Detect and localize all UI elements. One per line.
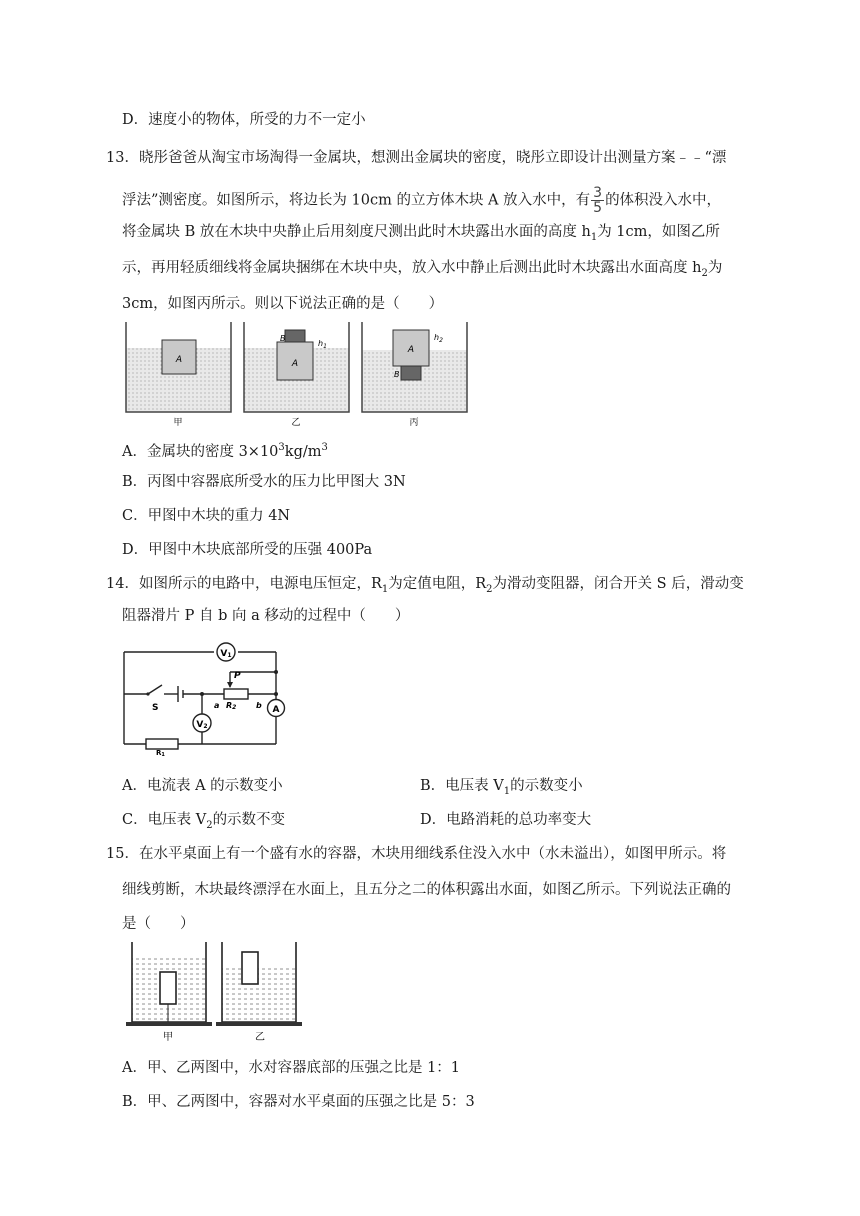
q14-option-b: B．电压表 $V_1$的示数变小 <box>420 778 583 797</box>
q14-option-c: C．电压表 $V_2$的示数不变 <box>122 812 286 831</box>
container-bing <box>362 322 467 428</box>
q13-stem-line5: 3cm，如图丙所示。则以下说法正确的是（ ） <box>122 296 444 312</box>
svg-text:B: B <box>280 334 286 343</box>
svg-text:h2: $h_2$ <box>434 333 443 344</box>
q13-stem-line3: 将金属块 B 放在木块中央静止后用刻度尺测出此时木块露出水面的高度 $h_1$为 1cm，如图乙所 <box>122 224 720 243</box>
svg-text:R1: R1 <box>156 749 165 756</box>
q13-stem-line2: 浮法”测密度。如图所示，将边长为 10cm 的立方体木块 A 放入水中，有 $\frac{3}{5}$ 的体积没入水中， <box>122 185 722 216</box>
ammeter-icon <box>268 700 285 717</box>
svg-text:甲: 甲 <box>173 418 183 428</box>
fraction-three-fifths: $\frac{3}{5}$ <box>593 185 603 216</box>
svg-text:乙: 乙 <box>291 418 301 428</box>
svg-text:a: a <box>214 701 220 710</box>
svg-text:B: B <box>394 370 400 379</box>
q14-circuit-diagram <box>118 638 296 756</box>
container-jia <box>126 322 231 428</box>
q14-option-a: A．电流表 A 的示数变小 <box>122 778 283 794</box>
svg-text:A: A <box>407 345 415 355</box>
q14-stem-line2: 阻器滑片 P 自 b 向 a 移动的过程中（ ） <box>122 608 410 624</box>
voltmeter-v1-icon <box>217 643 235 661</box>
q13-option-d: D．甲图中木块底部所受的压强 400Pa <box>122 542 373 558</box>
svg-text:A: A <box>175 355 183 365</box>
container-yi <box>216 942 302 1043</box>
svg-text:乙: 乙 <box>255 1032 265 1043</box>
q13-figure-floating-blocks <box>120 320 470 430</box>
q15-option-b: B．甲、乙两图中，容器对水平桌面的压强之比是 5：3 <box>122 1094 475 1110</box>
svg-text:b: b <box>256 701 262 710</box>
svg-text:A: A <box>291 359 299 369</box>
svg-text:S: S <box>152 703 159 713</box>
container-jia <box>126 942 212 1043</box>
svg-text:甲: 甲 <box>163 1032 173 1043</box>
q15-stem-line1: 15．在水平桌面上有一个盛有水的容器，木块用细线系住没入水中（水未溢出），如图甲所示。将 <box>106 846 727 862</box>
svg-text:V2: V2 <box>196 720 208 730</box>
q14-stem-line1: 14．如图所示的电路中，电源电压恒定，$R_1$为定值电阻，$R_2$为滑动变阻器，闭合开关 S 后，滑动变 <box>106 576 744 595</box>
q15-stem-line3: 是（ ） <box>122 916 195 932</box>
svg-text:P: P <box>234 671 241 681</box>
q13-stem-line1: 13．晓彤爸爸从淘宝市场淘得一金属块，想测出金属块的密度，晓彤立即设计出测量方案﹣﹣“漂 <box>106 150 727 166</box>
svg-text:丙: 丙 <box>409 418 419 428</box>
svg-text:A: A <box>272 705 280 715</box>
svg-text:V1: V1 <box>220 649 232 659</box>
q15-figure-wood-block <box>124 942 314 1044</box>
q15-stem-line2: 细线剪断，木块最终漂浮在水面上，且五分之二的体积露出水面，如图乙所示。下列说法正确的 <box>122 882 731 898</box>
q15-option-a: A．甲、乙两图中，水对容器底部的压强之比是 1：1 <box>122 1060 461 1076</box>
q13-option-b: B．丙图中容器底所受水的压力比甲图大 3N <box>122 474 406 490</box>
q13-option-c: C．甲图中木块的重力 4N <box>122 508 291 524</box>
voltmeter-v2-icon <box>193 714 211 732</box>
q12-option-d: D．速度小的物体，所受的力不一定小 <box>122 112 366 128</box>
q14-option-d: D．电路消耗的总功率变大 <box>420 812 592 828</box>
svg-text:R2: R2 <box>226 701 237 711</box>
container-yi <box>244 322 349 428</box>
q13-option-a: A．金属块的密度 $3\times 10^3kg/m^3$ <box>122 442 328 460</box>
svg-text:h1: $h_1$ <box>318 339 327 350</box>
q13-stem-line4: 示，再用轻质细线将金属块捆绑在木块中央，放入水中静止后测出此时木块露出水面高度 $h_2$为 <box>122 260 723 279</box>
